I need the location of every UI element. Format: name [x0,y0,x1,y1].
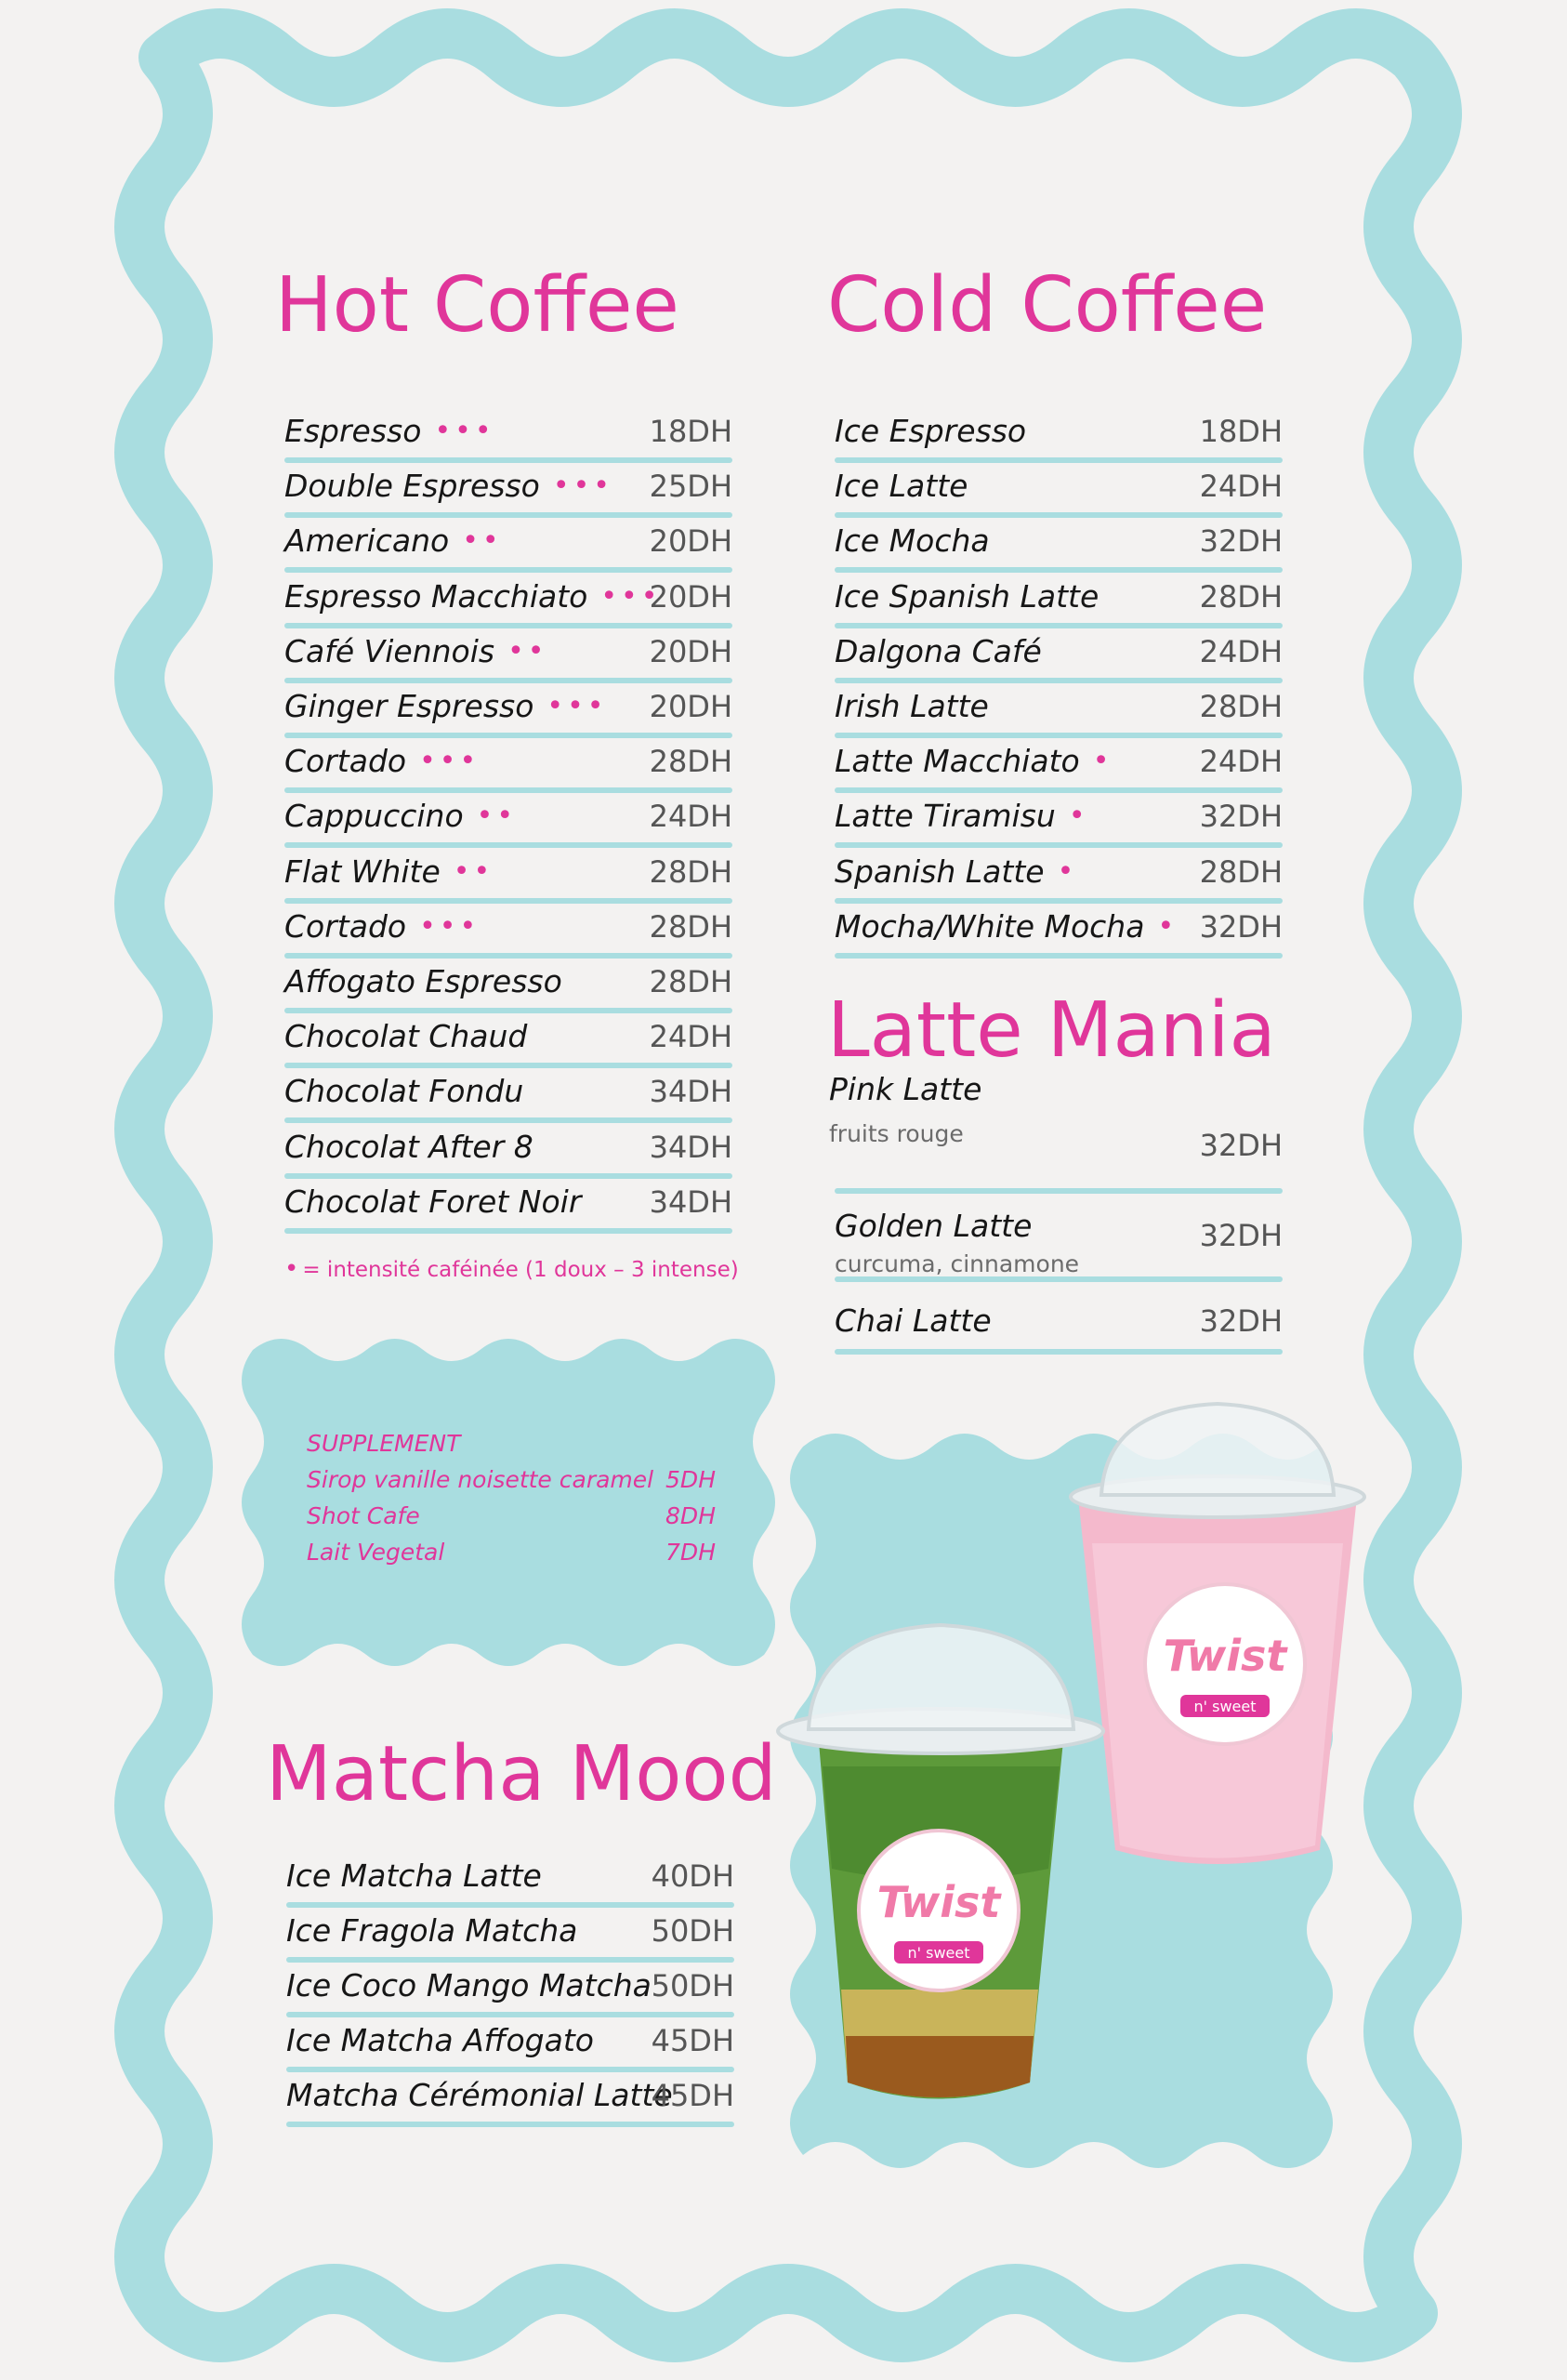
list-item [835,852,1283,904]
row-divider [286,1902,734,1908]
row-divider [284,1117,732,1123]
item-name [284,466,613,507]
item-price: 45DH [651,2078,734,2113]
item-price: 32DH [1199,1303,1283,1339]
item-name-text: Ice Matcha Affogato [286,2022,594,2058]
item-name [286,2020,594,2061]
item-name-text: Spanish Latte [835,853,1045,890]
item-name [284,741,480,782]
item-name [286,1911,577,1951]
item-price: 45DH [651,2023,734,2058]
list-item [835,411,1283,463]
item-price: 50DH [651,1913,734,1949]
list-item [284,1016,732,1068]
supplement-item-name: Lait Vegetal [307,1539,445,1566]
item-price: 50DH [651,1968,734,2003]
item-price: 32DH [1199,799,1283,835]
list-item [286,2020,734,2072]
item-name [284,686,608,727]
latte-mania-title: Latte Mania [827,986,1276,1075]
row-divider [835,787,1283,793]
cold-coffee-title: Cold Coffee [827,261,1268,350]
item-name [284,852,494,892]
item-name-text: Mocha/White Mocha [835,907,1145,945]
item-name [835,906,1178,947]
item-description: fruits rouge [829,1120,964,1147]
caffeine-dots-icon: ••• [600,579,662,613]
item-name-text: Ice Matcha Latte [286,1858,542,1894]
item-price: 24DH [1199,633,1283,669]
item-price: 18DH [649,414,732,449]
item-name-text: Affogato Espresso [284,963,562,999]
item-name: Golden Latte [835,1208,1033,1244]
item-price: 28DH [1199,853,1283,890]
row-divider [835,623,1283,628]
row-divider [835,842,1283,848]
row-divider [284,1063,732,1068]
item-name [284,1127,546,1168]
item-name-text: Ice Latte [835,468,968,505]
item-name-text: Latte Macchiato [835,743,1080,780]
caffeine-dots-icon: ••• [419,909,481,943]
row-divider [284,457,732,463]
list-item [284,521,732,573]
item-price: 28DH [1199,578,1283,615]
svg-text:Twist: Twist [876,1877,1001,1927]
row-divider [835,678,1283,683]
list-item [284,906,732,959]
item-description: curcuma, cinnamone [835,1250,1080,1277]
item-name-text: Ginger Espresso [284,688,534,724]
list-item [835,521,1283,573]
item-price: 28DH [1199,689,1283,724]
row-divider [284,512,732,518]
list-item [835,741,1283,793]
list-item [835,796,1283,848]
item-price: 24DH [649,1019,732,1055]
item-price: 32DH [1199,1218,1283,1253]
item-name-text: Espresso Macchiato [284,577,588,615]
list-item [284,741,732,793]
list-item [835,466,1283,518]
item-name [835,686,1002,727]
row-divider [835,1188,1283,1194]
list-item [284,466,732,518]
item-name [835,576,1112,617]
row-divider [835,457,1283,463]
item-name-text: Chocolat Fondu [284,1073,524,1110]
row-divider [284,1173,732,1179]
caffeine-dots-icon: •• [507,634,548,668]
item-price: 34DH [649,1129,732,1165]
list-item [284,961,732,1013]
item-name [284,521,503,562]
item-name [835,466,981,507]
item-name [284,1071,536,1112]
item-name-text: Ice Coco Mango Matcha [286,1967,652,2003]
caffeine-dots-icon: •• [453,854,494,888]
row-divider [284,898,732,904]
item-name-text: Café Viennois [284,632,495,669]
item-name [284,906,480,947]
item-price: 24DH [649,799,732,835]
item-name [284,796,517,837]
row-divider [284,787,732,793]
supplement-item-name: Shot Cafe [307,1502,420,1529]
row-divider [835,733,1283,738]
row-divider [835,512,1283,518]
row-divider [284,842,732,848]
item-name-text: Ice Fragola Matcha [286,1912,578,1949]
supplement-item [307,1534,716,1570]
item-name-text: Ice Mocha [835,522,990,560]
item-name [284,1182,594,1223]
item-name [284,631,548,672]
list-item [286,1965,734,2017]
list-item [284,796,732,848]
item-price: 32DH [1199,523,1283,560]
row-divider [835,1349,1283,1355]
matcha-mood-title: Matcha Mood [266,1730,777,1818]
svg-text:n' sweet: n' sweet [1193,1698,1257,1715]
row-divider [284,623,732,628]
caffeine-dots-icon: •• [462,524,503,558]
list-item [284,686,732,738]
list-item [284,1071,732,1123]
supplement-item-price: 7DH [665,1539,716,1566]
item-name-text: Cortado [284,907,407,945]
item-price: 20DH [649,523,732,560]
list-item [835,906,1283,959]
row-divider [835,567,1283,573]
item-name-text: Americano [284,522,450,560]
item-name-text: Cappuccino [284,798,464,835]
row-divider [284,733,732,738]
row-divider [284,678,732,683]
list-item [286,1856,734,1908]
caffeine-dots-icon: • [1068,800,1089,833]
legend-dot-icon: • [284,1255,299,1283]
svg-text:n' sweet: n' sweet [907,1944,970,1962]
item-name-text: Matcha Cérémonial Latte [286,2077,673,2113]
caffeine-dots-icon: • [1157,909,1179,943]
caffeine-dots-icon: • [1092,745,1113,778]
item-name-text: Flat White [284,853,441,890]
item-name-text: Latte Tiramisu [835,798,1056,835]
item-name-text: Dalgona Café [835,632,1042,669]
supplement-box [307,1425,716,1570]
list-item [284,411,732,463]
item-price: 18DH [1199,414,1283,449]
item-name [835,852,1077,892]
item-price: 20DH [649,633,732,669]
list-item [835,1301,1283,1353]
supplement-item [307,1498,716,1534]
item-name-text: Chocolat After 8 [284,1128,533,1165]
item-price: 20DH [649,578,732,615]
item-name [835,411,1039,452]
item-name [286,1856,542,1897]
caffeine-dots-icon: ••• [419,745,481,778]
list-item [835,576,1283,628]
caffeine-dots-icon: ••• [546,690,608,722]
caffeine-legend [284,1255,739,1283]
row-divider [284,1228,732,1234]
supplement-list [307,1461,716,1570]
item-name-text: Double Espresso [284,468,540,505]
legend-text: = intensité caféinée (1 doux – 3 intense) [302,1258,739,1282]
list-item [835,631,1283,683]
item-name [835,631,1055,672]
row-divider [286,1957,734,1963]
hot-coffee-title: Hot Coffee [275,261,679,350]
item-name [284,576,661,617]
list-item [284,631,732,683]
list-item [286,1911,734,1963]
item-name: Chai Latte [835,1302,992,1339]
list-item [284,1127,732,1179]
pink-latte-cup-image [1071,1404,1364,1864]
item-price: 25DH [649,469,732,505]
item-name-text: Chocolat Foret Noir [284,1183,582,1220]
item-price: 32DH [1199,1128,1283,1163]
item-name-text: Ice Spanish Latte [835,577,1100,615]
row-divider [284,953,732,959]
item-name [284,961,575,1002]
item-price: 32DH [1199,908,1283,945]
item-name: Pink Latte [829,1071,982,1107]
row-divider [284,567,732,573]
svg-text:Twist: Twist [1163,1631,1287,1681]
row-divider [286,2012,734,2017]
caffeine-dots-icon: •• [476,800,518,833]
list-item [284,576,732,628]
item-name [835,521,1003,562]
caffeine-dots-icon: ••• [552,469,613,503]
supplement-item-name: Sirop vanille noisette caramel [307,1466,654,1493]
item-price: 28DH [649,908,732,945]
supplement-item [307,1461,716,1498]
supplement-item-price: 5DH [665,1466,716,1493]
caffeine-dots-icon: ••• [434,415,495,447]
item-name [835,741,1113,782]
list-item [286,2075,734,2127]
item-name [284,1016,540,1057]
item-name [286,1965,652,2006]
row-divider [286,2122,734,2127]
supplement-item-price: 8DH [665,1502,716,1529]
item-price: 28DH [649,744,732,780]
item-name-text: Cortado [284,743,407,780]
supplement-title: SUPPLEMENT [307,1430,461,1457]
item-price: 28DH [649,964,732,999]
item-name [286,2075,673,2116]
item-price: 40DH [651,1858,734,1894]
item-name-text: Ice Espresso [835,413,1027,449]
item-name-text: Chocolat Chaud [284,1018,528,1055]
item-name-text: Espresso [284,413,422,449]
item-price: 34DH [649,1074,732,1110]
item-name [284,411,495,452]
item-price: 34DH [649,1183,732,1220]
list-item [284,1182,732,1234]
row-divider [835,953,1283,959]
item-price: 24DH [1199,744,1283,780]
caffeine-dots-icon: • [1057,854,1078,888]
list-item [835,686,1283,738]
row-divider [286,2067,734,2072]
list-item [284,852,732,904]
row-divider [835,898,1283,904]
item-price: 20DH [649,689,732,724]
item-name-text: Irish Latte [835,688,989,724]
row-divider [284,1008,732,1013]
item-price: 24DH [1199,469,1283,505]
item-price: 28DH [649,853,732,890]
item-name [835,796,1089,837]
